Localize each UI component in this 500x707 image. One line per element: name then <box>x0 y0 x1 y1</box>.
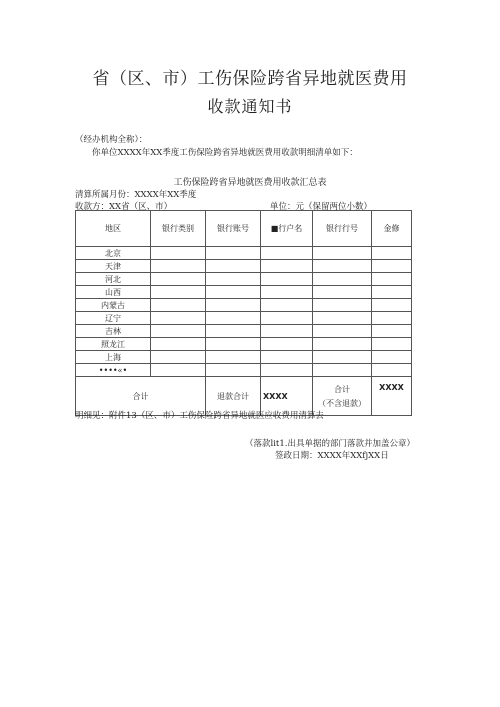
stamp-note: （落款lit1.出具单据的部门落款并加盖公章） <box>245 439 415 449</box>
table-row <box>76 312 412 325</box>
summary-table-title: 工伤保险跨省异地就医费用收款汇总表 <box>173 178 327 188</box>
region-cell: 照龙江 <box>76 338 151 351</box>
intro-paragraph: 你单位XXXX年XX季度工伤保险跨省异地就医费用收款明细清单如下： <box>92 148 358 158</box>
header-bank-type: 银行类别 <box>151 211 206 247</box>
header-region: 地区 <box>76 211 151 247</box>
sign-date: 签政日期：XXXX年XXfjXX日 <box>275 451 389 461</box>
table-row <box>76 364 412 377</box>
region-cell: 河北 <box>76 273 151 286</box>
region-cell: 天津 <box>76 260 151 273</box>
table-row <box>76 325 412 338</box>
region-cell: 上海 <box>76 351 151 364</box>
table-row <box>76 247 412 260</box>
unit-label: 单位：元（保留两位小数） <box>270 202 373 212</box>
payee-label: 收款方：XX省（区、市） <box>75 202 173 212</box>
header-bank-code: 银行行号 <box>313 211 372 247</box>
header-account-name: ■行户名 <box>261 211 313 247</box>
total-label: 合计 <box>76 377 206 416</box>
region-cell: ••••«• <box>76 364 151 377</box>
table-row <box>76 299 412 312</box>
region-cell: 辽宁 <box>76 312 151 325</box>
table-header-row <box>76 211 412 247</box>
total-excl-sub: （不含退款） <box>318 398 366 408</box>
region-cell: 山西 <box>76 286 151 299</box>
period-label: 清算所属月份：XXXX年XX季度 <box>75 190 197 200</box>
table-row <box>76 286 412 299</box>
refund-total-value: XXXX <box>261 377 313 416</box>
header-amount: 金修 <box>372 211 412 247</box>
header-bank-account: 银行账号 <box>206 211 261 247</box>
document-title: 省（区、市）工伤保险跨省异地就医费用 <box>92 69 408 89</box>
fee-summary-table <box>75 210 412 416</box>
total-excl-value: XXXX <box>372 377 412 416</box>
region-cell: 吉林 <box>76 325 151 338</box>
table-row <box>76 351 412 364</box>
document-subtitle: 收款通知书 <box>207 97 293 116</box>
total-excl-label: 合计 <box>334 384 350 394</box>
table-row <box>76 338 412 351</box>
table-row <box>76 260 412 273</box>
region-cell: 内蒙古 <box>76 299 151 312</box>
recipient-line: （经办机构全称）： <box>75 135 148 145</box>
table-row <box>76 273 412 286</box>
region-cell: 北京 <box>76 247 151 260</box>
refund-total-label: 退款合计 <box>206 377 261 416</box>
detail-note: 明细见：附件13（区、市）工伤保险跨省异地就医应收费用清算去 <box>75 411 324 421</box>
